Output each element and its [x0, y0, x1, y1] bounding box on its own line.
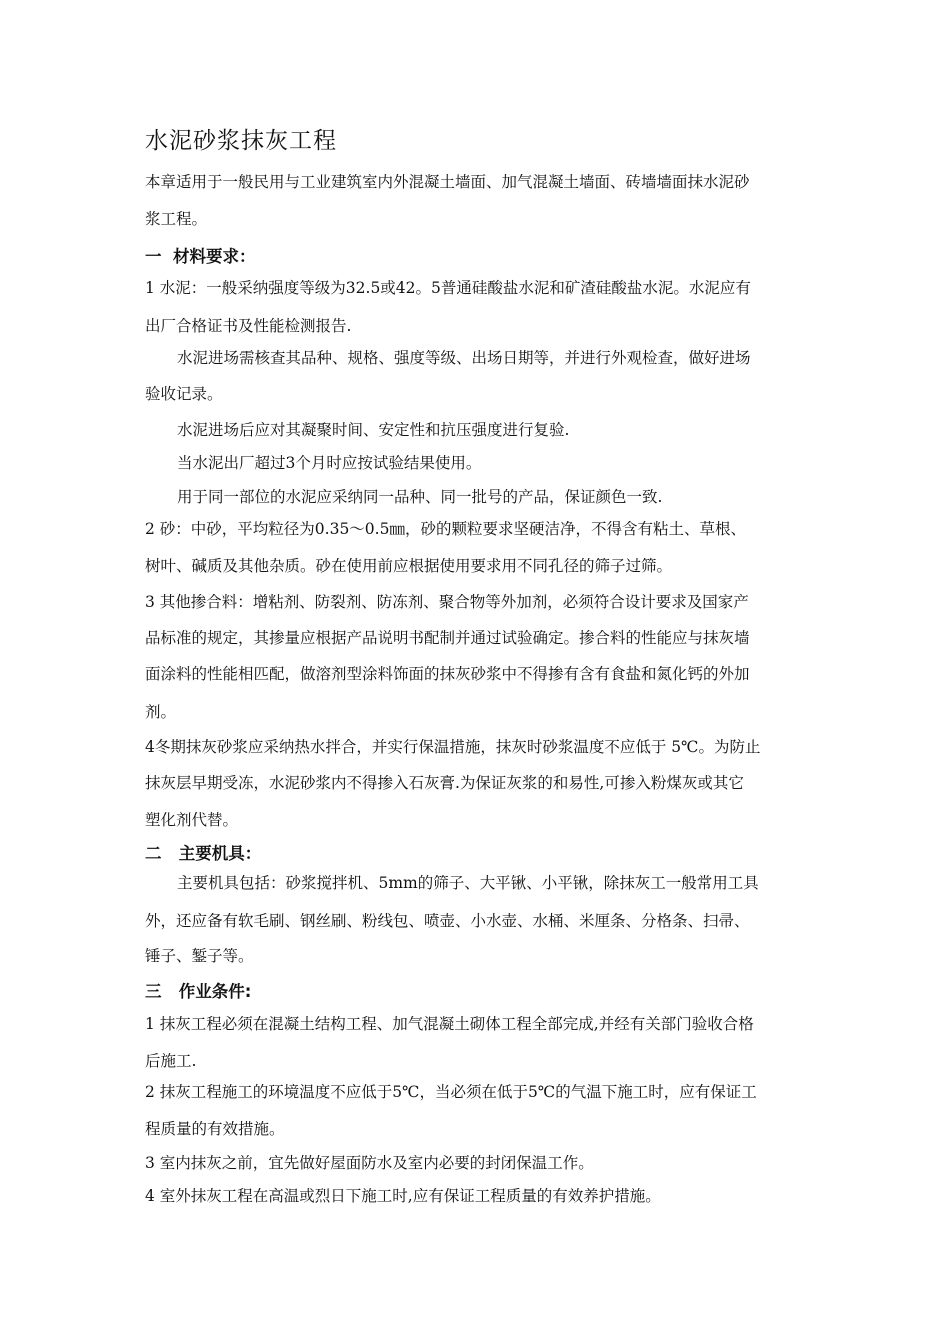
paragraph-line: 1 水泥：一般采纳强度等级为32.5或42。5普通硅酸盐水泥和矿渣硅酸盐水泥。水泥应有 [145, 279, 751, 297]
paragraph-line: 验收记录。 [145, 385, 223, 403]
paragraph-line: 锤子、錾子等。 [145, 947, 254, 965]
paragraph-line: 3 其他掺合料：增粘剂、防裂剂、防冻剂、聚合物等外加剂，必须符合设计要求及国家产 [145, 593, 749, 611]
paragraph-line: 3 室内抹灰之前，宜先做好屋面防水及室内必要的封闭保温工作。 [145, 1154, 594, 1172]
paragraph-line: 塑化剂代替。 [145, 811, 239, 829]
paragraph-line: 主要机具包括：砂浆搅拌机、5mm的筛子、大平锹、小平锹，除抹灰工一般常用工具 [177, 874, 759, 892]
paragraph-line: 后施工. [145, 1052, 197, 1070]
paragraph-line: 树叶、碱质及其他杂质。砂在使用前应根据使用要求用不同孔径的筛子过筛。 [145, 557, 673, 575]
section-heading: 二 主要机具： [145, 844, 262, 863]
paragraph-line: 本章适用于一般民用与工业建筑室内外混凝土墙面、加气混凝土墙面、砖墙墙面抹水泥砂 [145, 173, 750, 191]
paragraph-line: 外，还应备有软毛刷、钢丝刷、粉线包、喷壶、小水壶、水桶、米厘条、分格条、扫帚、 [145, 912, 750, 930]
paragraph-line: 水泥进场需核查其品种、规格、强度等级、出场日期等，并进行外观检查，做好进场 [177, 349, 751, 367]
paragraph-line: 剂。 [145, 703, 177, 721]
paragraph-line: 用于同一部位的水泥应采纳同一品种、同一批号的产品，保证颜色一致. [177, 488, 663, 506]
section-heading: 一 材料要求： [145, 247, 256, 266]
paragraph-line: 水泥进场后应对其凝聚时间、安定性和抗压强度进行复验. [177, 421, 570, 439]
paragraph-line: 2 抹灰工程施工的环境温度不应低于5℃，当必须在低于5℃的气温下施工时，应有保证工 [145, 1083, 757, 1101]
paragraph-line: 2 砂：中砂，平均粒径为0.35～0.5㎜，砂的颗粒要求坚硬洁净，不得含有粘土、草根、 [145, 520, 746, 538]
page-title: 水泥砂浆抹灰工程 [145, 128, 337, 154]
paragraph-line: 抹灰层早期受冻，水泥砂浆内不得掺入石灰膏.为保证灰浆的和易性,可掺入粉煤灰或其它 [145, 774, 744, 792]
paragraph-line: 程质量的有效措施。 [145, 1120, 285, 1138]
paragraph-line: 浆工程。 [145, 210, 208, 228]
paragraph-line: 品标准的规定，其掺量应根据产品说明书配制并通过试验确定。掺合料的性能应与抹灰墙 [145, 629, 750, 647]
paragraph-line: 当水泥出厂超过3个月时应按试验结果使用。 [177, 454, 482, 472]
paragraph-line: 4 室外抹灰工程在高温或烈日下施工时,应有保证工程质量的有效养护措施。 [145, 1187, 661, 1205]
paragraph-line: 面涂料的性能相匹配，做溶剂型涂料饰面的抹灰砂浆中不得掺有含有食盐和氮化钙的外加 [145, 665, 750, 683]
paragraph-line: 4冬期抹灰砂浆应采纳热水拌合，并实行保温措施，抹灰时砂浆温度不应低于 5℃。为防止 [145, 738, 761, 756]
paragraph-line: 1 抹灰工程必须在混凝土结构工程、加气混凝土砌体工程全部完成,并经有关部门验收合格 [145, 1015, 754, 1033]
paragraph-line: 出厂合格证书及性能检测报告. [145, 317, 352, 335]
section-heading: 三 作业条件: [145, 982, 252, 1001]
